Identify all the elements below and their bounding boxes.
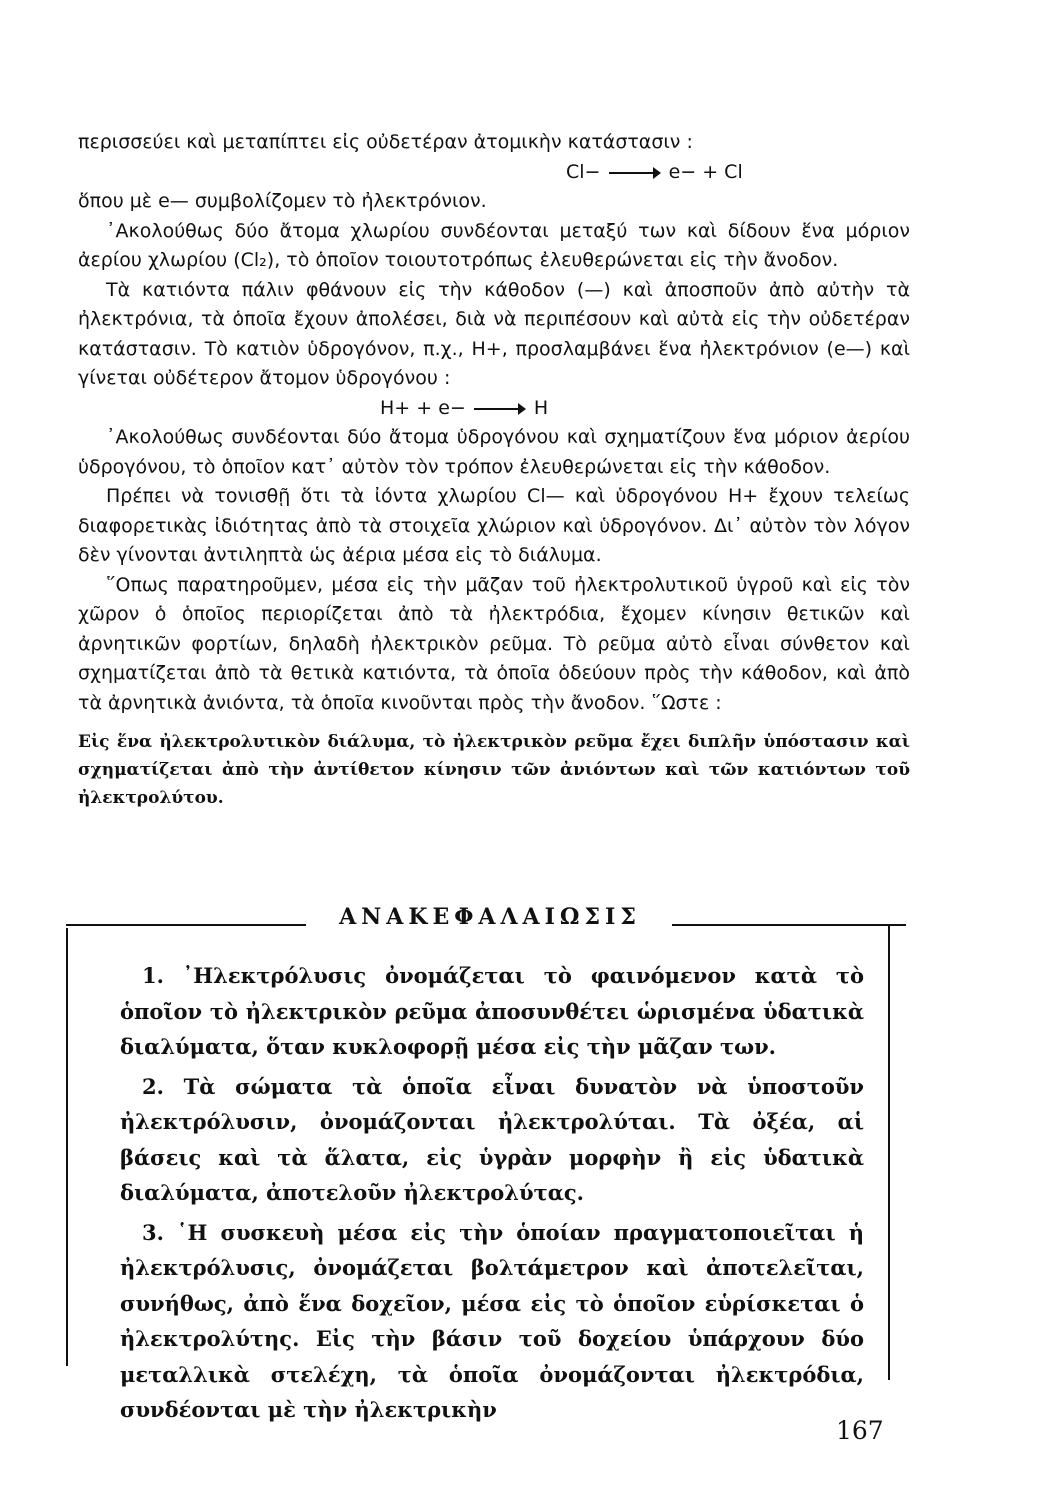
summary-heading: ΑΝΑΚΕΦΑΛΑΙΩΣΙΣ xyxy=(339,904,641,930)
main-text xyxy=(78,128,910,829)
equation-left: H+ + e− xyxy=(380,396,466,419)
summary-box xyxy=(120,958,864,1432)
paragraph-6: Πρέπει νὰ τονισθῇ ὅτι τὰ ἰόντα χλωρίου Cl— καὶ ὑδρογόνου H+ ἔχουν τελείως διαφορετικὰς ἰδιότητας ἀπὸ τὰ στοιχεῖα χλώριον καὶ ὑδρογόνον. Δι᾿ αὐτὸν τὸν λόγον δὲν γίνονται ἀντιληπτὰ ὡς ἀέρια μέσα εἰς τὸ διάλυμα. xyxy=(78,485,910,566)
summary-item-1: 1. ᾿Ηλεκτρόλυσις ὀνομάζεται τὸ φαινόμενον κατὰ τὸ ὁποῖον τὸ ἠλεκτρικὸν ρεῦμα ἀποσυνθέτει ὡρισμένα ὑδατικὰ διαλύματα, ὅταν κυκλοφορῇ μέσα εἰς τὴν μᾶζαν των. xyxy=(120,963,864,1059)
equation-right: e− + Cl xyxy=(668,160,743,183)
paragraph-3: ᾿Ακολούθως δύο ἄτομα χλωρίου συνδέονται μεταξύ των καὶ δίδουν ἕνα μόριον ἀερίου χλωρίου (Cl₂), τὸ ὁποῖον τοιουτοτρόπως ἐλευθερώνεται εἰς τὴν ἄνοδον. xyxy=(78,219,910,271)
conclusion-bold: Εἰς ἕνα ἠλεκτρολυτικὸν διάλυμα, τὸ ἠλεκτρικὸν ρεῦμα ἔχει διπλῆν ὑπόστασιν καὶ σχηματίζεται ἀπὸ τὴν ἀντίθετον κίνησιν τῶν ἀνιόντων καὶ τῶν κατιόντων τοῦ ἠλεκτρολύτου. xyxy=(78,732,910,808)
summary-heading-rule xyxy=(66,902,906,942)
equation-hydrogen xyxy=(78,394,910,424)
reaction-arrow-icon xyxy=(609,168,661,178)
box-border-right xyxy=(888,925,890,1380)
paragraph-2: ὅπου μὲ e— συμβολίζομεν τὸ ἠλεκτρόνιον. xyxy=(78,190,487,212)
paragraph-1: περισσεύει καὶ μεταπίπτει εἰς οὐδετέραν ἀτομικὴν κατάστασιν : xyxy=(78,131,693,153)
equation-left: Cl− xyxy=(566,160,601,183)
rule-left xyxy=(66,924,306,926)
paragraph-4: Τὰ κατιόντα πάλιν φθάνουν εἰς τὴν κάθοδον (—) καὶ ἀποσποῦν ἀπὸ αὐτὴν τὰ ἠλεκτρόνια, τὰ ὁποῖα ἔχουν ἀπολέσει, διὰ νὰ περιπέσουν καὶ αὐτὰ εἰς τὴν οὐδετέραν κατάστασιν. Τὸ κατιὸν ὑδρογόνον, π.χ., H+, προσλαμβάνει ἕνα ἠλεκτρόνιον (e—) καὶ γίνεται οὐδέτερον ἄτομον ὑδρογόνου : xyxy=(78,278,910,389)
page-number: 167 xyxy=(836,1416,884,1445)
reaction-arrow-icon xyxy=(474,404,526,414)
paragraph-5: ᾿Ακολούθως συνδέονται δύο ἄτομα ὑδρογόνου καὶ σχηματίζουν ἕνα μόριον ἀερίου ὑδρογόνου, τὸ ὁποῖον κατ᾿ αὐτὸν τὸν τρόπον ἐλευθερώνεται εἰς τὴν κάθοδον. xyxy=(78,426,910,478)
box-border-left xyxy=(66,928,68,1366)
equation-chlorine xyxy=(78,158,910,188)
rule-right xyxy=(672,924,906,926)
summary-item-3: 3. ῾Η συσκευὴ μέσα εἰς τὴν ὁποίαν πραγματοποιεῖται ἡ ἠλεκτρόλυσις, ὀνομάζεται βολτάμετρον καὶ ἀποτελεῖται, συνήθως, ἀπὸ ἕνα δοχεῖον, μέσα εἰς τὸ ὁποῖον εὑρίσκεται ὁ ἠλεκτρολύτης. Εἰς τὴν βάσιν τοῦ δοχείου ὑπάρχουν δύο μεταλλικὰ στελέχη, τὰ ὁποῖα ὀνομάζονται ἠλεκτρόδια, συνδέονται μὲ τὴν ἠλεκτρικὴν xyxy=(120,1219,864,1422)
summary-item-2: 2. Τὰ σώματα τὰ ὁποῖα εἶναι δυνατὸν νὰ ὑποστοῦν ἠλεκτρόλυσιν, ὀνομάζονται ἠλεκτρολύται. Τὰ ὀξέα, αἱ βάσεις καὶ τὰ ἅλατα, εἰς ὑγρὰν μορφὴν ἢ εἰς ὑδατικὰ διαλύματα, ἀποτελοῦν ἠλεκτρολύτας. xyxy=(120,1073,864,1205)
paragraph-7: ῞Οπως παρατηροῦμεν, μέσα εἰς τὴν μᾶζαν τοῦ ἠλεκτρολυτικοῦ ὑγροῦ καὶ εἰς τὸν χῶρον ὁ ὁποῖος περιορίζεται ἀπὸ τὰ ἠλεκτρόδια, ἔχομεν κίνησιν θετικῶν καὶ ἀρνητικῶν φορτίων, δηλαδὴ ἠλεκτρικὸν ρεῦμα. Τὸ ρεῦμα αὐτὸ εἶναι σύνθετον καὶ σχηματίζεται ἀπὸ τὰ θετικὰ κατιόντα, τὰ ὁποῖα ὁδεύουν πρὸς τὴν κάθοδον, καὶ ἀπὸ τὰ ἀρνητικὰ ἀνιόντα, τὰ ὁποῖα κινοῦνται πρὸς τὴν ἄνοδον. ῞Ωστε : xyxy=(78,573,910,714)
equation-right: H xyxy=(533,396,549,419)
